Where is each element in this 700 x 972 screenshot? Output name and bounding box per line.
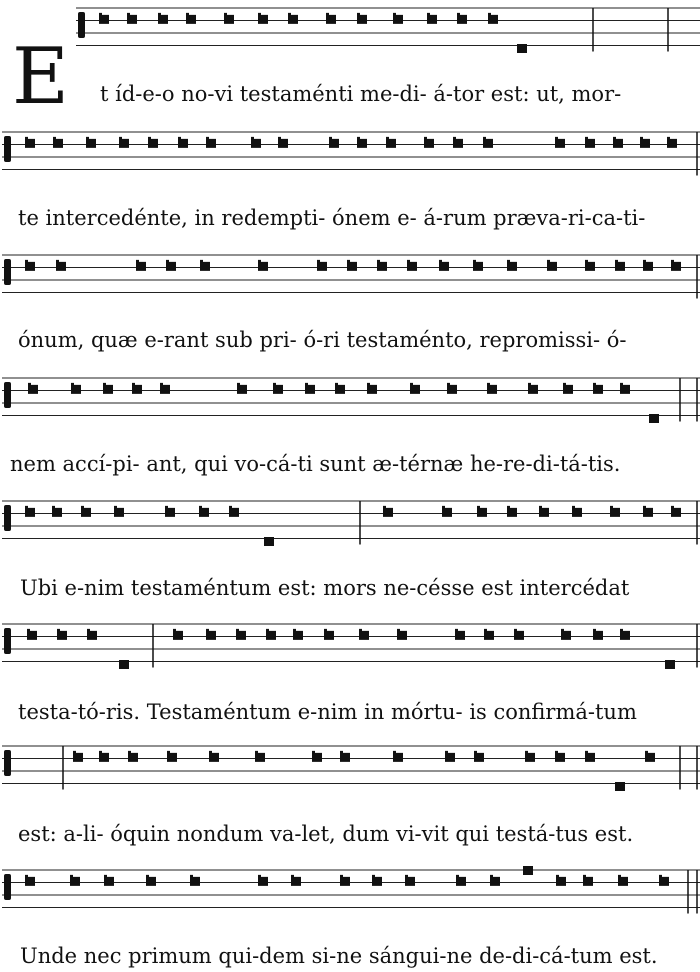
- neume-note-stem: [645, 751, 648, 754]
- neume-note-stem: [397, 629, 400, 632]
- neume-note: [615, 262, 625, 271]
- neume-note: [514, 631, 524, 640]
- neume-note-stem: [357, 137, 360, 140]
- neume-note: [317, 262, 327, 271]
- neume-note-stem: [640, 137, 643, 140]
- neume-note: [258, 262, 268, 271]
- neume-note: [28, 385, 38, 394]
- neume-note: [186, 15, 196, 24]
- neume-note: [645, 753, 655, 762]
- neume-note-stem: [57, 629, 60, 632]
- neume-note: [293, 631, 303, 640]
- neume-note-stem: [405, 875, 408, 878]
- neume-note-stem: [165, 506, 168, 509]
- neume-note-stem: [114, 506, 117, 509]
- neume-note-stem: [224, 13, 227, 16]
- neume-note: [324, 631, 334, 640]
- neume-note-stem: [99, 751, 102, 754]
- neume-note-stem: [585, 751, 588, 754]
- neume-note-stem: [206, 137, 209, 140]
- neume-note: [620, 385, 630, 394]
- neume-note: [56, 262, 66, 271]
- neume-note-stem: [288, 13, 291, 16]
- neume-note: [127, 15, 137, 24]
- neume-note: [397, 631, 407, 640]
- neume-note-stem: [160, 383, 163, 386]
- neume-note: [288, 15, 298, 24]
- neume-note: [372, 877, 382, 886]
- neume-note: [525, 753, 535, 762]
- neume-note-low: [264, 537, 274, 546]
- clef-icon: [4, 874, 11, 900]
- neume-note-stem: [585, 137, 588, 140]
- neume-note-stem: [340, 751, 343, 754]
- neume-note: [237, 385, 247, 394]
- neume-note-stem: [119, 137, 122, 140]
- neume-note: [86, 139, 96, 148]
- neume-note-stem: [620, 383, 623, 386]
- neume-note-stem: [73, 751, 76, 754]
- neume-note-stem: [547, 260, 550, 263]
- neume-note: [200, 262, 210, 271]
- neume-note: [410, 385, 420, 394]
- neume-note: [178, 139, 188, 148]
- neume-note-stem: [146, 875, 149, 878]
- neume-note: [329, 139, 339, 148]
- neume-note-stem: [56, 260, 59, 263]
- neume-note: [585, 139, 595, 148]
- neume-note: [561, 631, 571, 640]
- neume-note: [25, 262, 35, 271]
- clef-icon: [78, 12, 85, 38]
- neume-note-stem: [393, 13, 396, 16]
- neume-note: [99, 753, 109, 762]
- neume-note: [114, 508, 124, 517]
- neume-note-stem: [386, 137, 389, 140]
- neume-note: [258, 15, 268, 24]
- neume-note-stem: [455, 629, 458, 632]
- neume-note-stem: [25, 875, 28, 878]
- neume-note-stem: [71, 383, 74, 386]
- neume-note-stem: [484, 629, 487, 632]
- neume-note: [585, 753, 595, 762]
- neume-note-stem: [128, 751, 131, 754]
- neume-note: [209, 753, 219, 762]
- neume-note: [103, 385, 113, 394]
- neume-note-stem: [659, 875, 662, 878]
- neume-note: [547, 262, 557, 271]
- neume-note: [555, 139, 565, 148]
- neume-note-low: [615, 782, 625, 791]
- neume-note-stem: [25, 506, 28, 509]
- clef-icon: [4, 750, 11, 776]
- neume-note: [393, 753, 403, 762]
- neume-note: [477, 508, 487, 517]
- clef-icon: [4, 382, 11, 408]
- neume-note: [25, 877, 35, 886]
- lyric-line-8: Unde nec primum qui-dem si-ne sángui-ne de-di-cá-tum est.: [20, 944, 658, 968]
- neume-note: [273, 385, 283, 394]
- neume-note-stem: [407, 260, 410, 263]
- neume-note-stem: [618, 875, 621, 878]
- neume-note: [255, 753, 265, 762]
- neume-note-stem: [347, 260, 350, 263]
- neume-note-stem: [127, 13, 130, 16]
- neume-note: [165, 508, 175, 517]
- neume-note-stem: [266, 629, 269, 632]
- neume-note: [613, 139, 623, 148]
- neume-note-stem: [335, 383, 338, 386]
- neume-note: [593, 385, 603, 394]
- neume-note: [335, 385, 345, 394]
- neume-note-stem: [383, 506, 386, 509]
- neume-note-stem: [615, 260, 618, 263]
- neume-note-stem: [439, 260, 442, 263]
- neume-note-stem: [507, 260, 510, 263]
- neume-note-stem: [424, 137, 427, 140]
- neume-note-stem: [27, 629, 30, 632]
- neume-note: [456, 877, 466, 886]
- neume-note: [359, 631, 369, 640]
- neume-note-stem: [178, 137, 181, 140]
- neume-note-stem: [305, 383, 308, 386]
- neume-note-stem: [70, 875, 73, 878]
- lyric-line-4: nem accí-pi- ant, qui vo-cá-ti sunt æ-térnæ he-re-di-tá-tis.: [10, 452, 621, 476]
- neume-note-stem: [453, 137, 456, 140]
- lyric-line-7: est: a-li- óquin nondum va-let, dum vi-vit qui testá-tus est.: [18, 822, 634, 846]
- neume-note: [25, 508, 35, 517]
- neume-note-stem: [447, 383, 450, 386]
- lyric-line-3: ónum, quæ e-rant sub pri- ó-ri testaménto, repromissi- ó-: [18, 328, 627, 352]
- neume-note-stem: [209, 751, 212, 754]
- neume-note-stem: [610, 506, 613, 509]
- neume-note-stem: [293, 629, 296, 632]
- neume-note-stem: [278, 137, 281, 140]
- neume-note: [340, 753, 350, 762]
- neume-note-stem: [25, 137, 28, 140]
- neume-note: [146, 877, 156, 886]
- neume-note: [57, 631, 67, 640]
- neume-note-stem: [229, 506, 232, 509]
- neume-note-stem: [457, 13, 460, 16]
- neume-note-stem: [593, 383, 596, 386]
- neume-note: [439, 262, 449, 271]
- clef-icon: [4, 628, 11, 654]
- neume-note: [556, 877, 566, 886]
- neume-note: [206, 139, 216, 148]
- neume-note-stem: [190, 875, 193, 878]
- neume-note: [119, 139, 129, 148]
- neume-note-stem: [507, 506, 510, 509]
- neume-note: [206, 631, 216, 640]
- neume-note-stem: [312, 751, 315, 754]
- neume-note-stem: [357, 13, 360, 16]
- neume-note-stem: [490, 875, 493, 878]
- neume-note: [507, 262, 517, 271]
- neume-note-stem: [251, 137, 254, 140]
- neume-note-stem: [556, 875, 559, 878]
- neume-note-stem: [613, 137, 616, 140]
- neume-note: [53, 139, 63, 148]
- neume-note-stem: [206, 629, 209, 632]
- neume-note-stem: [87, 629, 90, 632]
- neume-note-stem: [427, 13, 430, 16]
- neume-note: [455, 631, 465, 640]
- neume-note-stem: [173, 629, 176, 632]
- neume-note: [52, 508, 62, 517]
- neume-note: [190, 877, 200, 886]
- neume-note: [357, 139, 367, 148]
- neume-note-stem: [326, 13, 329, 16]
- neume-note: [572, 508, 582, 517]
- neume-note: [490, 877, 500, 886]
- neume-note-stem: [86, 137, 89, 140]
- neume-note-stem: [158, 13, 161, 16]
- neume-note: [447, 385, 457, 394]
- neume-note-stem: [258, 875, 261, 878]
- neume-note: [453, 139, 463, 148]
- neume-note: [583, 877, 593, 886]
- neume-note: [136, 262, 146, 271]
- neume-note-stem: [583, 875, 586, 878]
- neume-note: [555, 753, 565, 762]
- neume-note: [643, 262, 653, 271]
- neume-note: [393, 15, 403, 24]
- neume-note-stem: [572, 506, 575, 509]
- neume-note-stem: [28, 383, 31, 386]
- neume-note-stem: [643, 506, 646, 509]
- neume-note: [585, 262, 595, 271]
- lyric-line-2: te intercedénte, in redempti- ónem e- á-rum præva-ri-ca-ti-: [18, 206, 646, 230]
- neume-note: [407, 262, 417, 271]
- neume-note-low: [665, 660, 675, 669]
- neume-note: [27, 631, 37, 640]
- neume-note: [386, 139, 396, 148]
- neume-note-stem: [258, 13, 261, 16]
- neume-note: [424, 139, 434, 148]
- neume-note-stem: [477, 506, 480, 509]
- neume-note-stem: [620, 629, 623, 632]
- neume-note-stem: [291, 875, 294, 878]
- neume-note: [158, 15, 168, 24]
- neume-note: [251, 139, 261, 148]
- neume-note: [659, 877, 669, 886]
- neume-note: [87, 631, 97, 640]
- neume-note: [25, 139, 35, 148]
- neume-note-stem: [199, 506, 202, 509]
- neume-note: [81, 508, 91, 517]
- neume-note: [405, 877, 415, 886]
- neume-note: [73, 753, 83, 762]
- neume-note: [266, 631, 276, 640]
- neume-note: [166, 262, 176, 271]
- neume-note-stem: [329, 137, 332, 140]
- clef-icon: [4, 259, 11, 285]
- neume-note: [488, 15, 498, 24]
- neume-note: [312, 753, 322, 762]
- neume-note: [128, 753, 138, 762]
- neume-note-stem: [539, 506, 542, 509]
- neume-note-stem: [273, 383, 276, 386]
- neume-note: [132, 385, 142, 394]
- neume-note-stem: [593, 629, 596, 632]
- neume-note-stem: [667, 137, 670, 140]
- lyric-line-1: t íd-e-o no-vi testaménti me-di- á-tor est: ut, mor-: [100, 82, 622, 106]
- neume-note: [99, 15, 109, 24]
- neume-note-stem: [136, 260, 139, 263]
- neume-note-stem: [528, 383, 531, 386]
- neume-note-stem: [99, 13, 102, 16]
- neume-note-stem: [367, 383, 370, 386]
- neume-note: [383, 508, 393, 517]
- neume-note: [474, 753, 484, 762]
- neume-note: [618, 877, 628, 886]
- neume-note: [258, 877, 268, 886]
- neume-note: [528, 385, 538, 394]
- neume-note-stem: [445, 751, 448, 754]
- neume-note: [593, 631, 603, 640]
- neume-note: [236, 631, 246, 640]
- neume-note-stem: [317, 260, 320, 263]
- neume-note: [340, 877, 350, 886]
- neume-note: [640, 139, 650, 148]
- neume-note: [507, 508, 517, 517]
- neume-note: [539, 508, 549, 517]
- neume-note: [610, 508, 620, 517]
- neume-note: [104, 877, 114, 886]
- neume-note-stem: [474, 751, 477, 754]
- neume-note: [483, 139, 493, 148]
- neume-note-stem: [525, 751, 528, 754]
- neume-note-stem: [25, 260, 28, 263]
- neume-note: [357, 15, 367, 24]
- neume-note: [442, 508, 452, 517]
- neume-note: [326, 15, 336, 24]
- drop-initial: E: [12, 32, 69, 122]
- neume-note-stem: [488, 13, 491, 16]
- neume-note: [620, 631, 630, 640]
- neume-note-stem: [671, 260, 674, 263]
- lyric-line-6: testa-tó-ris. Testaméntum e-nim in mórtu- is confirmá-tum: [18, 700, 637, 724]
- neume-note: [377, 262, 387, 271]
- neume-note-stem: [483, 137, 486, 140]
- neume-note-low: [649, 414, 659, 423]
- neume-note-low: [517, 44, 527, 53]
- neume-note-stem: [52, 506, 55, 509]
- neume-note-stem: [148, 137, 151, 140]
- neume-note: [224, 15, 234, 24]
- neume-note-stem: [186, 13, 189, 16]
- neume-note: [71, 385, 81, 394]
- neume-note-stem: [53, 137, 56, 140]
- neume-note: [367, 385, 377, 394]
- neume-note: [667, 139, 677, 148]
- neume-note-stem: [372, 875, 375, 878]
- neume-note-stem: [585, 260, 588, 263]
- neume-note: [347, 262, 357, 271]
- neume-note-stem: [377, 260, 380, 263]
- neume-note-stem: [258, 260, 261, 263]
- neume-note-stem: [671, 506, 674, 509]
- neume-note: [278, 139, 288, 148]
- neume-note-stem: [643, 260, 646, 263]
- neume-note: [70, 877, 80, 886]
- neume-note-stem: [255, 751, 258, 754]
- neume-note: [160, 385, 170, 394]
- neume-note-stem: [473, 260, 476, 263]
- neume-note-stem: [487, 383, 490, 386]
- neume-note-stem: [81, 506, 84, 509]
- neume-note-stem: [555, 137, 558, 140]
- neume-note-stem: [104, 875, 107, 878]
- neume-note-stem: [359, 629, 362, 632]
- neume-note: [148, 139, 158, 148]
- neume-note-stem: [166, 260, 169, 263]
- neume-note: [671, 262, 681, 271]
- neume-note: [563, 385, 573, 394]
- neume-note-stem: [442, 506, 445, 509]
- neume-note: [445, 753, 455, 762]
- neume-note-stem: [103, 383, 106, 386]
- lyric-line-5: Ubi e-nim testaméntum est: mors ne-césse est intercédat: [20, 576, 630, 600]
- clef-icon: [4, 136, 11, 162]
- neume-note-stem: [236, 629, 239, 632]
- neume-note-stem: [393, 751, 396, 754]
- neume-note-stem: [456, 875, 459, 878]
- neume-note: [427, 15, 437, 24]
- neume-note: [671, 508, 681, 517]
- neume-note: [457, 15, 467, 24]
- neume-note: [473, 262, 483, 271]
- clef-icon: [4, 505, 11, 531]
- neume-note: [487, 385, 497, 394]
- neume-note-stem: [340, 875, 343, 878]
- neume-note-stem: [561, 629, 564, 632]
- neume-note-stem: [200, 260, 203, 263]
- neume-note: [643, 508, 653, 517]
- neume-note-stem: [167, 751, 170, 754]
- neume-note-stem: [324, 629, 327, 632]
- neume-note-low: [119, 660, 129, 669]
- neume-note: [291, 877, 301, 886]
- neume-note: [229, 508, 239, 517]
- neume-note-stem: [563, 383, 566, 386]
- neume-note: [484, 631, 494, 640]
- neume-note-stem: [410, 383, 413, 386]
- neume-note-stem: [514, 629, 517, 632]
- neume-note: [173, 631, 183, 640]
- neume-note-high: [523, 866, 533, 875]
- neume-note-stem: [237, 383, 240, 386]
- neume-note-stem: [132, 383, 135, 386]
- neume-note-stem: [555, 751, 558, 754]
- neume-note: [305, 385, 315, 394]
- neume-note: [167, 753, 177, 762]
- neume-note: [199, 508, 209, 517]
